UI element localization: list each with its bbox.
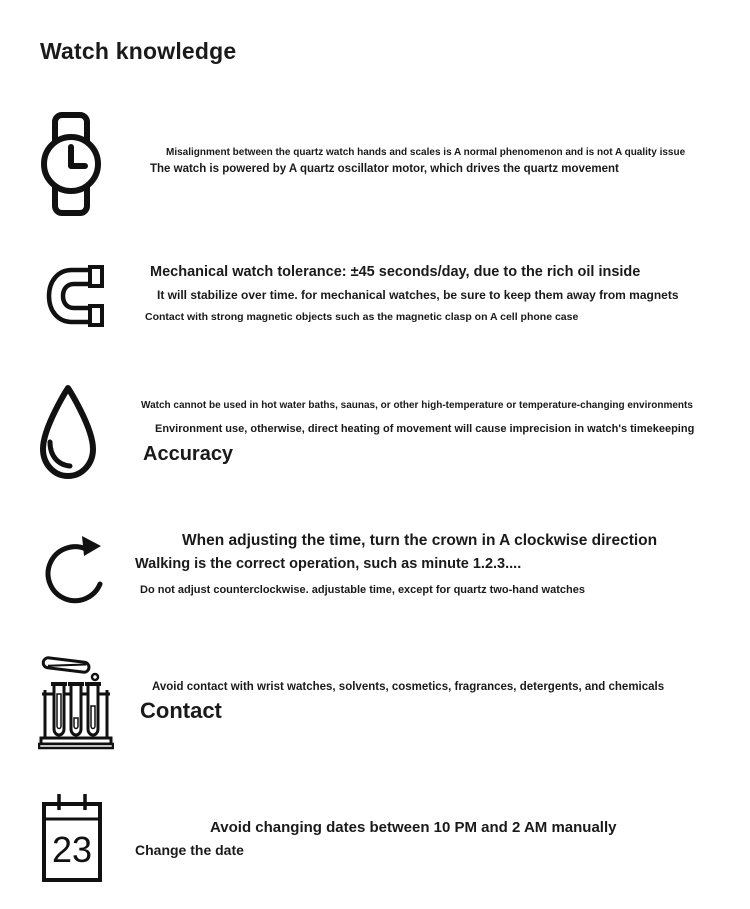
watch-icon xyxy=(40,112,102,216)
adjust-note-main: When adjusting the time, turn the crown in A clockwise direction xyxy=(182,532,658,549)
magnet-icon xyxy=(44,262,106,330)
quartz-note-main: The watch is powered by A quartz oscillator motor, which drives the quartz movement xyxy=(150,163,619,175)
calendar-day-number: 23 xyxy=(51,829,93,870)
accuracy-note-small: Watch cannot be used in hot water baths, saunas, or other high-temperature or temperature-changing environments xyxy=(141,400,693,411)
quartz-note-small: Misalignment between the quartz watch hands and scales is A normal phenomenon and is not A quality issue xyxy=(166,147,686,158)
calendar-icon xyxy=(40,792,104,884)
date-note-main: Avoid changing dates between 10 PM and 2 AM manually xyxy=(210,819,617,836)
magnet-note-main: Mechanical watch tolerance: ±45 seconds/day, due to the rich oil inside xyxy=(150,264,641,280)
contact-heading: Contact xyxy=(140,698,222,723)
adjust-note-sub: Walking is the correct operation, such as minute 1.2.3.... xyxy=(135,556,522,572)
magnet-note-sub: It will stabilize over time. for mechanical watches, be sure to keep them away from magnets xyxy=(157,288,679,302)
page-title: Watch knowledge xyxy=(40,38,237,64)
date-heading: Change the date xyxy=(135,842,244,858)
clockwise-rotate-icon xyxy=(40,527,108,615)
contact-note-small: Avoid contact with wrist watches, solvents, cosmetics, fragrances, detergents, and chemicals xyxy=(152,681,665,693)
test-tubes-icon xyxy=(38,648,114,750)
magnet-note-small: Contact with strong magnetic objects such as the magnetic clasp on A cell phone case xyxy=(145,311,579,323)
water-drop-icon xyxy=(36,383,100,482)
adjust-note-small: Do not adjust counterclockwise. adjustable time, except for quartz two-hand watches xyxy=(140,584,585,596)
accuracy-heading: Accuracy xyxy=(143,443,234,465)
accuracy-note-sub: Environment use, otherwise, direct heating of movement will cause imprecision in watch's timekeeping xyxy=(155,423,695,435)
